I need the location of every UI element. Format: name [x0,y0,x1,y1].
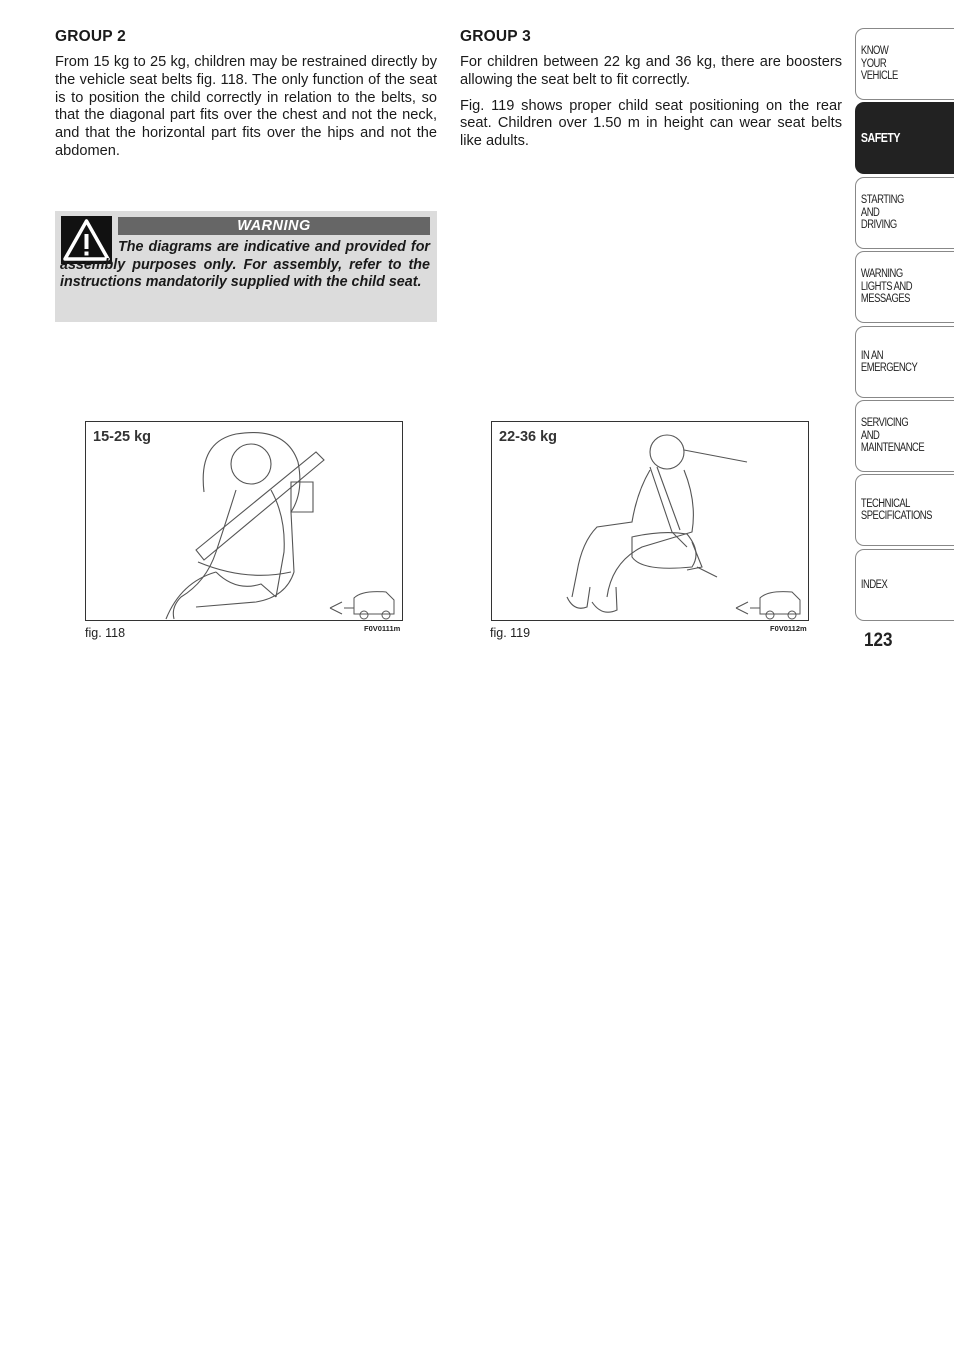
child-seat-illustration-icon [86,422,402,620]
booster-seat-illustration-icon [492,422,808,620]
figure-118 [85,421,403,621]
warning-box [55,211,437,322]
figure-118-code: F0V0111m [364,624,401,633]
group-2-heading: GROUP 2 [55,28,126,45]
tab-know-your-vehicle[interactable]: KNOW YOUR VEHICLE [855,28,954,100]
tab-warning-lights-and-messages[interactable]: WARNING LIGHTS AND MESSAGES [855,251,954,323]
figure-119-caption: fig. 119 [490,626,531,640]
warning-title: WARNING [118,217,430,235]
group-3-paragraph-1: For children between 22 kg and 36 kg, there are boosters allowing the seat belt to fit correctly. [460,54,842,88]
tab-starting-and-driving[interactable]: STARTING AND DRIVING [855,177,954,249]
group-3-paragraph-2: Fig. 119 shows proper child seat positioning on the rear seat. Children over 1.50 m in height can wear seat belts like adults. [460,97,842,150]
group-3-heading: GROUP 3 [460,28,531,45]
left-column [55,28,437,169]
tab-safety[interactable]: SAFETY [855,102,954,174]
tab-in-an-emergency[interactable]: IN AN EMERGENCY [855,326,954,398]
figure-119-code: F0V0112m [770,624,807,633]
figure-119 [491,421,809,621]
tab-servicing-and-maintenance[interactable]: SERVICING AND MAINTENANCE [855,400,954,472]
page-number: 123 [864,630,893,651]
right-column [460,28,842,159]
figure-118-weight-label: 15-25 kg [93,429,152,445]
tab-technical-specifications[interactable]: TECHNICAL SPECIFICATIONS [855,474,954,546]
group-2-paragraph: From 15 kg to 25 kg, children may be restrained directly by the vehicle seat belts fig. 118. The only function of the seat is to position the child correctly in relation to the belts, so that the diagonal part fits over the chest and not the neck, and that the horizontal part fits over the hips and not the abdomen. [55,54,437,159]
warning-text: The diagrams are indicative and provided for assembly purposes only. For assembly, refer to the instructions mandatorily supplied with the child seat. [60,239,430,291]
tab-index[interactable]: INDEX [855,549,954,621]
figure-119-weight-label: 22-36 kg [499,429,558,445]
figure-118-caption: fig. 118 [85,626,126,640]
